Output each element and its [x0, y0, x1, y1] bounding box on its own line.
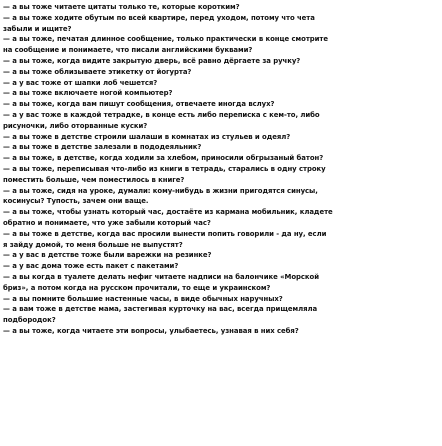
text-line: — а вы тоже в детстве строили шалаши в комнатах из стульев и одеял?: [3, 132, 291, 141]
text-line: — а вы тоже включаете ногой компьютер?: [3, 89, 173, 98]
text-line: обратно и понимаете, что уже забыли который час?: [3, 218, 211, 227]
text-line: — а вы тоже в детстве, когда вас просили вынести попить говорили - да ну, если: [3, 229, 327, 238]
text-line: забыли и ищите?: [3, 24, 72, 33]
text-line: — а вы тоже, когда вам пишут сообщения, отвечаете иногда вслух?: [3, 100, 275, 109]
text-line: — а вы когда в туалете делать нефиг читаете надписи на балончике «Морской: [3, 272, 320, 281]
text-line: рисуночки, либо оторванные куски?: [3, 121, 148, 130]
text-line: — а вы тоже в детстве залезали в пододеяльник?: [3, 143, 202, 152]
text-line: — а у вас в детстве тоже были варежки на резинке?: [3, 251, 212, 260]
text-line: подбородок?: [3, 316, 56, 325]
text-line: — а вы тоже облизываете этикетку от йогурта?: [3, 67, 192, 76]
text-line: — а у вас тоже в каждой тетрадке, в конце есть либо переписка с кем-то, либо: [3, 110, 320, 119]
text-line: — а вы тоже, когда читаете эти вопросы, улыбаетесь, узнавая в них себя?: [3, 326, 299, 335]
text-line: — а у вас тоже от шапки лоб чешется?: [3, 78, 158, 87]
text-line: — а вы тоже, печатая длинное сообщение, только практически в конце смотрите: [3, 35, 328, 44]
text-line: — а вы помните большие настенные часы, в виде обычных наручных?: [3, 294, 283, 303]
text-line: я зайду домой, то меня больше не выпустят?: [3, 240, 183, 249]
text-line: — а вы тоже, когда видите закрытую дверь, всё равно дёргаете за ручку?: [3, 56, 301, 65]
text-line: бриз», а потом когда на русском прочитали, то еще и украинском?: [3, 283, 271, 292]
text-line: — а вы тоже ходите обутым по всей квартире, перед уходом, потому что чета: [3, 13, 315, 22]
text-line: — а вы тоже читаете цитаты только те, которые коротким?: [3, 3, 240, 11]
text-line: — а вы тоже, переписывая что-либо из книги в тетрадь, старались в одну строку: [3, 164, 326, 173]
text-line: — а вы тоже, чтобы узнать который час, достаёте из кармана мобильник, кладете: [3, 208, 333, 217]
text-line: — а вы тоже, сидя на уроке, думали: кому-нибудь в жизни пригодятся синусы,: [3, 186, 318, 195]
text-line: поместить больше, чем поместилось в книге?: [3, 175, 185, 184]
text-line: — а вы тоже, в детстве, когда ходили за хлебом, приносили обгрызаный батон?: [3, 154, 324, 163]
text-line: косинусы? Тупость, зачем они ваще.: [3, 197, 149, 206]
text-line: — а у вас дома тоже есть пакет с пакетами?: [3, 262, 179, 271]
text-line: — а вам тоже в детстве мама, застегивая курточку на вас, всегда прищемляла: [3, 305, 318, 314]
text-line: на сообщение и понимаете, что писали английскими буквами?: [3, 46, 253, 55]
